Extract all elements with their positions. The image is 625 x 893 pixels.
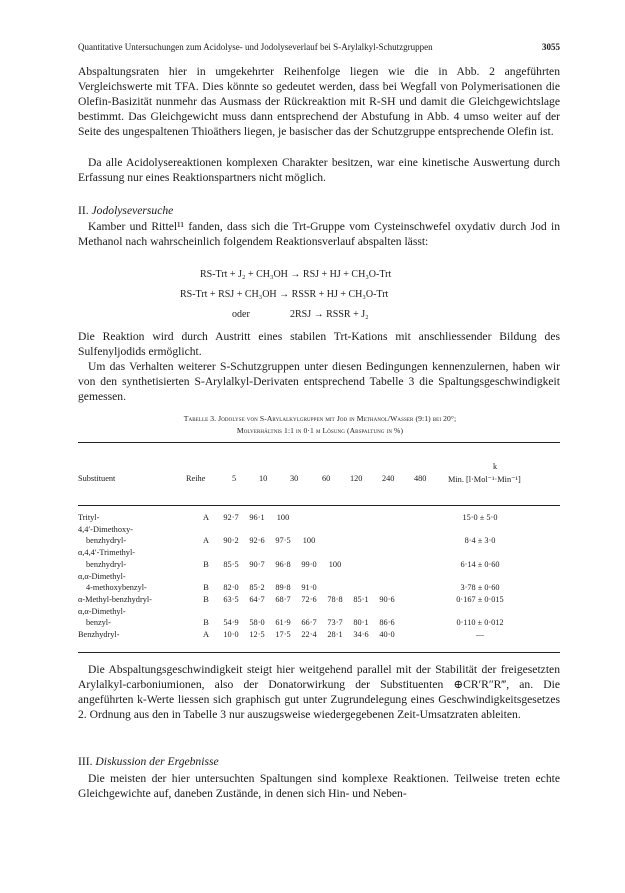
- table-row: [78, 617, 560, 629]
- data-table: [78, 512, 560, 641]
- cell-value: 22·4: [301, 630, 317, 640]
- cell-value: 73·7: [327, 618, 343, 628]
- cell-value: 85·5: [223, 559, 239, 569]
- cell-value: [244, 571, 270, 583]
- table-top-rule: [78, 442, 560, 443]
- col-header-time-240: 240: [382, 474, 395, 483]
- cell-value: 91·0: [301, 583, 317, 593]
- cell-value: 89·8: [275, 583, 291, 593]
- cell-value: 72·6: [301, 594, 317, 604]
- cell-substituent: benzyl-: [86, 618, 111, 628]
- cell-value: [374, 559, 400, 571]
- table-row: [78, 547, 560, 559]
- cell-value: 64·7: [249, 594, 265, 604]
- cell-value: 80·1: [353, 618, 369, 628]
- cell-value: [374, 582, 400, 594]
- cell-k: 15·0 ± 5·0: [462, 513, 498, 522]
- cell-value: 78·8: [327, 594, 343, 604]
- col-header-substituent: Substituent: [78, 474, 116, 483]
- cell-k: 0·110 ± 0·012: [456, 618, 504, 628]
- cell-value: 85·1: [353, 594, 369, 604]
- cell-substituent: benzhydryl-: [86, 536, 127, 546]
- cell-value: [374, 524, 400, 536]
- cell-k: 3·78 ± 0·60: [460, 583, 500, 593]
- col-header-k: k: [493, 462, 498, 471]
- cell-value: [374, 535, 400, 547]
- cell-value: [348, 524, 374, 536]
- cell-reihe: [194, 524, 218, 536]
- cell-value: [218, 606, 244, 618]
- cell-value: 100: [328, 559, 342, 569]
- table-row: [78, 512, 560, 524]
- cell-value: 92·6: [249, 536, 265, 546]
- cell-value: 96·1: [249, 513, 265, 522]
- cell-value: [348, 512, 374, 524]
- cell-substituent: benzhydryl-: [86, 559, 127, 569]
- cell-value: [218, 571, 244, 583]
- table-caption-line-1: Tabelle 3. Jodolyse von S-Arylalkylgruppen mit Jod in Methanol/Wasser (9:1) bei 20°;: [183, 414, 457, 423]
- paragraph-4: Die Reaktion wird durch Austritt eines stabilen Trt-Kations mit anschliessender Bildung des Sulfenyljodids ermöglicht.: [78, 330, 560, 359]
- paragraph-2: Da alle Acidolysereaktionen komplexen Charakter besitzen, war eine kinetische Auswertung durch Erfassung nur eines Reaktionspartners nicht möglich.: [78, 156, 560, 185]
- table-row: [78, 629, 560, 641]
- cell-k: [400, 606, 560, 618]
- col-header-time-120: 120: [350, 474, 363, 483]
- cell-substituent: α,4,4′-Trimethyl-: [78, 548, 136, 558]
- cell-value: [374, 512, 400, 524]
- cell-value: 12·5: [249, 630, 265, 640]
- cell-value: [244, 606, 270, 618]
- cell-k: [400, 571, 560, 583]
- table-row: [78, 535, 560, 547]
- cell-value: 97·5: [275, 536, 291, 546]
- cell-substituent: 4,4′-Dimethoxy-: [78, 524, 134, 534]
- col-header-k-unit: Min. [l·Mol⁻¹·Min⁻¹]: [448, 475, 521, 484]
- cell-value: 99·0: [301, 559, 317, 569]
- cell-value: [218, 524, 244, 536]
- table-caption-line-2: Molverhältnis 1:1 in 0·1 m Lösung (Abspaltung in %): [236, 426, 404, 435]
- cell-value: [270, 524, 296, 536]
- cell-value: 90·7: [249, 559, 265, 569]
- cell-value: 68·7: [275, 594, 291, 604]
- table-header: [78, 464, 560, 494]
- cell-value: [296, 606, 322, 618]
- cell-value: 85·2: [249, 583, 265, 593]
- paragraph-5: Um das Verhalten weiterer S-Schutzgruppen unter diesen Bedingungen kennenzulernen, haben wir von den synthetisierten S-Arylalkyl-Derivaten entsprechend Tabelle 3 die Spaltungsgeschwindigkeit gemessen.: [78, 360, 560, 404]
- cell-value: [322, 535, 348, 547]
- table-row: [78, 524, 560, 536]
- cell-substituent: α,α-Dimethyl-: [78, 571, 126, 581]
- cell-reihe: A: [203, 513, 209, 522]
- cell-value: 86·6: [379, 618, 395, 628]
- cell-k: [400, 524, 560, 536]
- col-header-time-480: 480: [414, 474, 427, 483]
- cell-value: [322, 547, 348, 559]
- cell-value: [244, 547, 270, 559]
- running-title: Quantitative Untersuchungen zum Acidolyse- und Jodolyseverlauf bei S-Arylalkyl-Schutzgruppen: [78, 42, 433, 52]
- cell-value: 40·0: [379, 630, 395, 640]
- cell-value: [322, 571, 348, 583]
- col-header-time-10: 10: [259, 474, 268, 483]
- cell-reihe: B: [203, 583, 209, 593]
- page-number: 3055: [542, 42, 560, 52]
- cell-value: [348, 547, 374, 559]
- cell-value: 34·6: [353, 630, 369, 640]
- col-header-time-60: 60: [322, 474, 331, 483]
- cell-reihe: B: [203, 594, 209, 604]
- cell-value: [348, 535, 374, 547]
- cell-k: 8·4 ± 3·0: [464, 536, 496, 546]
- cell-value: [322, 524, 348, 536]
- equation-3: 2RSJ → RSSR + J₂: [290, 309, 369, 320]
- cell-value: [374, 606, 400, 618]
- cell-reihe: B: [203, 559, 209, 569]
- cell-value: [322, 582, 348, 594]
- cell-k: 0·167 ± 0·015: [456, 594, 504, 604]
- cell-reihe: B: [203, 618, 209, 628]
- paragraph-6: Die Abspaltungsgeschwindigkeit steigt hier weitgehend parallel mit der Stabilität der freigesetzten Arylalkyl-carboniumionen, also der Donatorwirkung der Substituenten ⊕CR′R″R‴, an. Die angeführten k-Werte liessen sich graphisch gut unter Zugrundelegung eines Geschwindigkeitsgesetzes 2. Ordnung aus den in Tabelle 3 nur auszugsweise wiedergegebenen Zeit-Umsatzraten ableiten.: [78, 663, 560, 722]
- section-2-title: Jodolyseversuche: [91, 204, 174, 217]
- paragraph-3: Kamber und Rittel¹¹ fanden, dass sich die Trt-Gruppe vom Cysteinschwefel oxydativ durch Jod in Methanol nach wahrscheinlich folgendem Reaktionsverlauf abspalten lässt:: [78, 220, 560, 249]
- cell-substituent: α-Methyl-benzhydryl-: [78, 594, 152, 604]
- cell-substituent: Benzhydryl-: [78, 630, 120, 640]
- col-header-reihe: Reihe: [186, 474, 206, 483]
- cell-value: [322, 512, 348, 524]
- cell-value: [296, 512, 322, 524]
- cell-value: [270, 606, 296, 618]
- cell-value: 10·0: [223, 630, 239, 640]
- cell-value: [322, 606, 348, 618]
- equation-1: RS-Trt + J₂ + CH₃OH → RSJ + HJ + CH₃O-Trt: [200, 269, 392, 280]
- cell-value: 90·2: [223, 536, 239, 546]
- cell-k: 6·14 ± 0·60: [460, 559, 500, 569]
- cell-value: 61·9: [275, 618, 291, 628]
- cell-substituent: Trityl-: [78, 513, 100, 522]
- section-heading-2: [78, 204, 173, 217]
- table-row: [78, 582, 560, 594]
- cell-value: [348, 606, 374, 618]
- table-row: [78, 571, 560, 583]
- cell-reihe: [194, 606, 218, 618]
- cell-k: [400, 547, 560, 559]
- cell-value: [348, 559, 374, 571]
- cell-reihe: A: [203, 630, 209, 640]
- paragraph-7: Die meisten der hier untersuchten Spaltungen sind komplexe Reaktionen. Teilweise treten echte Gleichgewichte auf, daneben Zustände, in denen sich Hin- und Neben-: [78, 772, 560, 801]
- table-caption: [90, 413, 550, 437]
- table-bottom-rule: [78, 652, 560, 653]
- equation-2: RS-Trt + RSJ + CH₃OH → RSSR + HJ + CH₃O-Trt: [180, 289, 389, 300]
- cell-value: 17·5: [275, 630, 291, 640]
- cell-value: 58·0: [249, 618, 265, 628]
- cell-substituent: α,α-Dimethyl-: [78, 606, 126, 616]
- cell-value: [374, 571, 400, 583]
- cell-value: 28·1: [327, 630, 343, 640]
- section-2-number: II.: [78, 204, 89, 217]
- cell-value: 100: [276, 513, 290, 522]
- section-heading-3: [78, 755, 219, 768]
- cell-value: [218, 547, 244, 559]
- cell-value: 66·7: [301, 618, 317, 628]
- cell-value: [244, 524, 270, 536]
- cell-value: 100: [302, 536, 316, 546]
- cell-value: [374, 547, 400, 559]
- cell-value: 82·0: [223, 583, 239, 593]
- table-row: [78, 559, 560, 571]
- table-header-rule: [78, 505, 560, 506]
- table-row: [78, 594, 560, 606]
- section-3-number: III.: [78, 755, 93, 768]
- cell-value: 96·8: [275, 559, 291, 569]
- cell-k: —: [475, 630, 485, 640]
- cell-value: 63·5: [223, 594, 239, 604]
- cell-value: 92·7: [223, 513, 239, 522]
- cell-substituent: 4-methoxybenzyl-: [86, 583, 147, 593]
- cell-reihe: [194, 571, 218, 583]
- section-3-title: Diskussion der Ergebnisse: [95, 755, 219, 768]
- col-header-time-5: 5: [232, 474, 237, 483]
- running-header: [78, 42, 560, 52]
- equation-3-oder: oder: [232, 309, 250, 320]
- cell-value: [296, 571, 322, 583]
- table-row: [78, 606, 560, 618]
- cell-value: [296, 524, 322, 536]
- cell-reihe: A: [203, 536, 209, 546]
- cell-value: 54·9: [223, 618, 239, 628]
- cell-value: [270, 547, 296, 559]
- col-header-time-30: 30: [290, 474, 299, 483]
- cell-value: 90·6: [379, 594, 395, 604]
- cell-value: [270, 571, 296, 583]
- cell-value: [348, 571, 374, 583]
- cell-value: [348, 582, 374, 594]
- cell-reihe: [194, 547, 218, 559]
- cell-value: [296, 547, 322, 559]
- paragraph-1: Abspaltungsraten hier in umgekehrter Reihenfolge liegen wie die in Abb. 2 angeführten Vergleichswerte mit TFA. Dies könnte so gedeutet werden, dass bei Wegfall von Polymerisationen die Olefin-Basizität nunmehr das Ausmass der Rückreaktion mit R-SH und damit die Gleichgewichtslage bestimmt. Das Gleichgewicht muss dann entsprechend der Abstufung in Abb. 4 umso weiter auf der Seite des ungespaltenen Thioäthers liegen, je basischer das der Schutzgruppe entsprechende Olefin ist.: [78, 65, 560, 139]
